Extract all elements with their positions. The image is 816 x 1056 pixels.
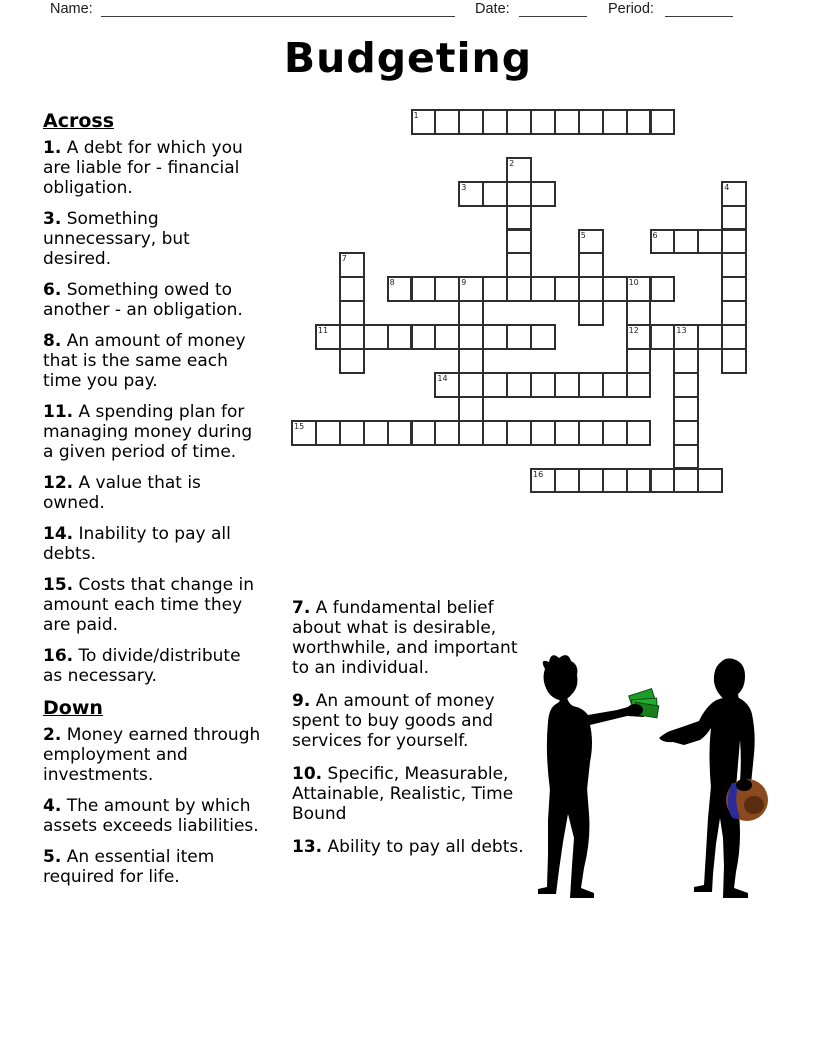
grid-cell[interactable]	[458, 372, 484, 398]
grid-cell[interactable]	[697, 229, 723, 255]
grid-cell[interactable]	[650, 229, 676, 255]
grid-cell[interactable]	[530, 372, 556, 398]
grid-cell[interactable]	[578, 109, 604, 135]
left-clues-column	[43, 110, 261, 898]
grid-cell[interactable]	[578, 300, 604, 326]
clue-number: 9.	[292, 691, 311, 711]
grid-cell[interactable]	[602, 420, 628, 446]
clue-number: 5.	[43, 847, 62, 867]
grid-cell[interactable]	[363, 420, 389, 446]
grid-cell[interactable]	[458, 181, 484, 207]
grid-cell[interactable]	[626, 276, 652, 302]
grid-cell[interactable]	[721, 252, 747, 278]
grid-cell[interactable]	[458, 348, 484, 374]
clue-number: 12.	[43, 473, 74, 493]
grid-cell[interactable]	[363, 324, 389, 350]
cell-number: 9	[461, 278, 467, 288]
grid-cell[interactable]	[578, 252, 604, 278]
grid-cell[interactable]	[721, 348, 747, 374]
clue-number: 6.	[43, 280, 62, 300]
grid-cell[interactable]	[434, 276, 460, 302]
money-bills	[627, 689, 659, 718]
cell-number: 5	[580, 230, 586, 240]
grid-cell[interactable]	[506, 276, 532, 302]
left-man-silhouette	[538, 655, 644, 898]
clue-6: 6. Something owed to another - an obligation.	[43, 280, 243, 320]
grid-cell[interactable]	[458, 300, 484, 326]
grid-cell[interactable]	[315, 420, 341, 446]
grid-cell[interactable]	[721, 181, 747, 207]
grid-cell[interactable]	[458, 420, 484, 446]
grid-cell[interactable]	[697, 468, 723, 494]
grid-cell[interactable]	[554, 468, 580, 494]
grid-cell[interactable]	[506, 252, 532, 278]
grid-cell[interactable]	[626, 300, 652, 326]
grid-cell[interactable]	[387, 420, 413, 446]
grid-cell[interactable]	[673, 324, 699, 350]
grid-cell[interactable]	[482, 109, 508, 135]
grid-cell[interactable]	[578, 468, 604, 494]
across-heading: Across	[43, 110, 115, 132]
grid-cell[interactable]	[578, 420, 604, 446]
grid-cell[interactable]	[315, 324, 341, 350]
clue-number: 2.	[43, 725, 62, 745]
cell-number: 3	[461, 182, 467, 192]
grid-cell[interactable]	[626, 468, 652, 494]
clue-number: 13.	[292, 837, 323, 857]
clue-11: 11. A spending plan for managing money during a given period of time.	[43, 402, 253, 462]
grid-cell[interactable]	[291, 420, 317, 446]
clue-number: 3.	[43, 209, 62, 229]
down-clues-list-left	[43, 725, 261, 887]
grid-cell[interactable]	[434, 420, 460, 446]
grid-cell[interactable]	[482, 276, 508, 302]
clue-number: 14.	[43, 524, 74, 544]
grid-cell[interactable]	[673, 444, 699, 470]
clue-14: 14. Inability to pay all debts.	[43, 524, 231, 564]
grid-cell[interactable]	[458, 396, 484, 422]
cell-number: 8	[389, 278, 395, 288]
page-title: Budgeting	[283, 34, 533, 82]
grid-cell[interactable]	[578, 229, 604, 255]
grid-cell[interactable]	[530, 324, 556, 350]
grid-cell[interactable]	[602, 276, 628, 302]
grid-cell[interactable]	[673, 348, 699, 374]
grid-cell[interactable]	[721, 324, 747, 350]
grid-cell[interactable]	[554, 276, 580, 302]
grid-cell[interactable]	[339, 300, 365, 326]
clue-2: 2. Money earned through employment and investments.	[43, 725, 261, 785]
grid-cell[interactable]	[578, 276, 604, 302]
grid-cell[interactable]	[339, 420, 365, 446]
clue-10: 10. Specific, Measurable, Attainable, Realistic, Time Bound	[292, 764, 514, 824]
clue-13: 13. Ability to pay all debts.	[292, 837, 524, 857]
grid-cell[interactable]	[530, 420, 556, 446]
period-blank[interactable]	[665, 2, 733, 17]
grid-cell[interactable]	[554, 420, 580, 446]
grid-cell[interactable]	[387, 324, 413, 350]
grid-cell[interactable]	[626, 109, 652, 135]
cell-number: 11	[317, 326, 329, 336]
clue-12: 12. A value that is owned.	[43, 473, 201, 513]
grid-cell[interactable]	[411, 109, 437, 135]
grid-cell[interactable]	[721, 229, 747, 255]
cell-number: 7	[341, 254, 347, 264]
clue-3: 3. Something unnecessary, but desired.	[43, 209, 190, 269]
grid-cell[interactable]	[482, 324, 508, 350]
grid-cell[interactable]	[506, 181, 532, 207]
grid-cell[interactable]	[626, 324, 652, 350]
cell-number: 15	[294, 421, 305, 431]
grid-cell[interactable]	[458, 109, 484, 135]
grid-cell[interactable]	[554, 372, 580, 398]
grid-cell[interactable]	[434, 372, 460, 398]
clue-1: 1. A debt for which you are liable for - financial obligation.	[43, 138, 243, 198]
grid-cell[interactable]	[411, 420, 437, 446]
grid-cell[interactable]	[673, 420, 699, 446]
grid-cell[interactable]	[721, 300, 747, 326]
grid-cell[interactable]	[411, 324, 437, 350]
grid-cell[interactable]	[673, 229, 699, 255]
grid-cell[interactable]	[530, 109, 556, 135]
right-man-silhouette	[659, 658, 755, 898]
grid-cell[interactable]	[339, 348, 365, 374]
down-clues-list-right	[292, 598, 524, 857]
grid-cell[interactable]	[387, 276, 413, 302]
name-label: Name:	[50, 1, 93, 17]
clue-16: 16. To divide/distribute as necessary.	[43, 646, 241, 686]
clue-5: 5. An essential item required for life.	[43, 847, 215, 887]
clue-number: 10.	[292, 764, 323, 784]
grid-cell[interactable]	[458, 324, 484, 350]
grid-cell[interactable]	[482, 420, 508, 446]
crossword-grid	[292, 110, 746, 492]
grid-cell[interactable]	[506, 324, 532, 350]
clue-number: 8.	[43, 331, 62, 351]
date-blank[interactable]	[519, 2, 587, 17]
clue-number: 1.	[43, 138, 62, 158]
grid-cell[interactable]	[673, 396, 699, 422]
money-exchange-illustration	[517, 642, 787, 907]
grid-cell[interactable]	[650, 324, 676, 350]
down-heading: Down	[43, 697, 103, 719]
grid-cell[interactable]	[339, 252, 365, 278]
cell-number: 12	[628, 326, 639, 336]
grid-cell[interactable]	[506, 420, 532, 446]
cell-number: 6	[652, 230, 658, 240]
grid-cell[interactable]	[602, 109, 628, 135]
grid-cell[interactable]	[339, 324, 365, 350]
grid-cell[interactable]	[482, 181, 508, 207]
cell-number: 14	[437, 373, 448, 383]
grid-cell[interactable]	[626, 348, 652, 374]
clue-number: 11.	[43, 402, 74, 422]
grid-cell[interactable]	[458, 276, 484, 302]
cell-number: 10	[628, 278, 639, 288]
clue-9: 9. An amount of money spent to buy goods and services for yourself.	[292, 691, 495, 751]
grid-cell[interactable]	[626, 420, 652, 446]
clue-4: 4. The amount by which assets exceeds liabilities.	[43, 796, 259, 836]
grid-cell[interactable]	[626, 372, 652, 398]
grid-cell[interactable]	[650, 276, 676, 302]
grid-cell[interactable]	[506, 372, 532, 398]
grid-cell[interactable]	[697, 324, 723, 350]
clue-7: 7. A fundamental belief about what is desirable, worthwhile, and important to an individual.	[292, 598, 518, 678]
cell-number: 4	[724, 182, 730, 192]
across-clues-list	[43, 138, 261, 686]
grid-cell[interactable]	[673, 468, 699, 494]
grid-cell[interactable]	[530, 468, 556, 494]
grid-cell[interactable]	[482, 372, 508, 398]
clue-15: 15. Costs that change in amount each time they are paid.	[43, 575, 254, 635]
grid-cell[interactable]	[506, 109, 532, 135]
grid-cell[interactable]	[602, 468, 628, 494]
grid-cell[interactable]	[506, 157, 532, 183]
cell-number: 16	[533, 469, 544, 479]
grid-cell[interactable]	[506, 205, 532, 231]
grid-cell[interactable]	[434, 324, 460, 350]
cell-number: 13	[676, 326, 687, 336]
grid-cell[interactable]	[721, 205, 747, 231]
grid-cell[interactable]	[673, 372, 699, 398]
date-label: Date:	[475, 1, 510, 17]
period-label: Period:	[608, 1, 654, 17]
grid-cell[interactable]	[602, 372, 628, 398]
clue-8: 8. An amount of money that is the same each time you pay.	[43, 331, 246, 391]
grid-cell[interactable]	[339, 276, 365, 302]
grid-cell[interactable]	[530, 181, 556, 207]
grid-cell[interactable]	[554, 109, 580, 135]
clue-number: 4.	[43, 796, 62, 816]
grid-cell[interactable]	[434, 109, 460, 135]
grid-cell[interactable]	[721, 276, 747, 302]
grid-cell[interactable]	[506, 229, 532, 255]
clue-number: 16.	[43, 646, 74, 666]
middle-clues-column	[292, 598, 524, 870]
grid-cell[interactable]	[650, 109, 676, 135]
name-blank[interactable]	[101, 2, 455, 17]
grid-cell[interactable]	[530, 276, 556, 302]
clue-number: 15.	[43, 575, 74, 595]
grid-cell[interactable]	[411, 276, 437, 302]
clue-number: 7.	[292, 598, 311, 618]
grid-cell[interactable]	[578, 372, 604, 398]
cell-number: 2	[509, 158, 515, 168]
grid-cell[interactable]	[650, 468, 676, 494]
hat	[726, 779, 768, 821]
cell-number: 1	[413, 111, 419, 120]
